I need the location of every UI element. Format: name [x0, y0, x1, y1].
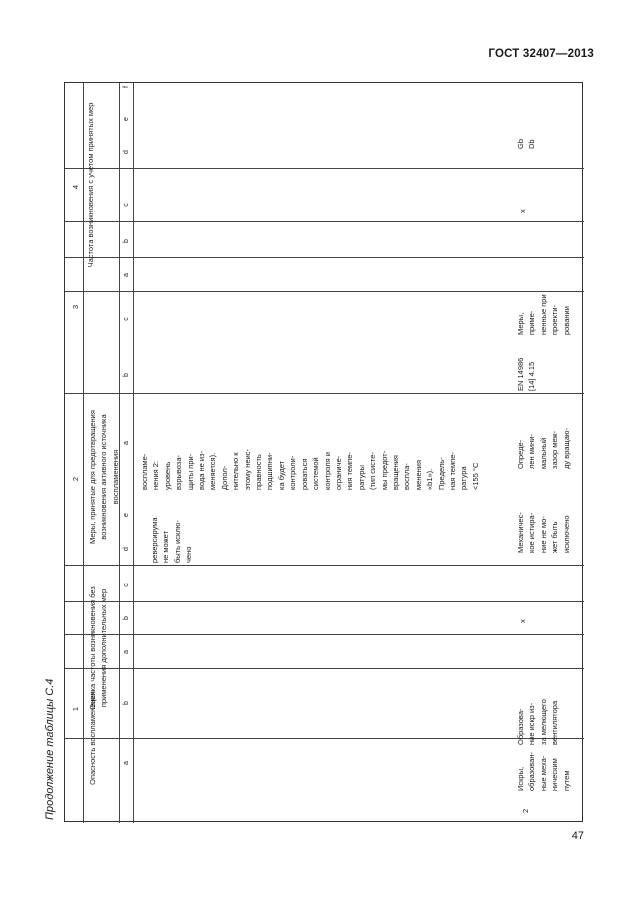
group-number: 1: [71, 706, 80, 712]
row2-number: 2: [521, 808, 530, 813]
row2-hazard-b: Образова- ние искр из- за мелющего вентилятора: [516, 699, 560, 745]
subheader-g1-b: b: [123, 701, 130, 705]
subheader-g2-c: c: [123, 583, 130, 587]
subheader-g2-e: e: [123, 513, 130, 517]
grid-line: [65, 221, 584, 222]
grid-line: [133, 83, 134, 823]
grid-line: [65, 291, 584, 292]
subheader-g3-b: b: [123, 373, 130, 377]
row2-mark-g2b: x: [518, 619, 527, 623]
group-title-preventive-measures: Меры, принятые для предотвращения возникновения активного источника воспламенения: [88, 410, 120, 544]
subheader-g4-d: d: [123, 150, 130, 154]
row1-measures-text: воспламе- нения 2: уровень взрывоза- щиты при- вода не из- меняется). Допол- нительно к этому неис- правность подшипни- ка будет контроли- роваться системой контроля и ограниче- ния темпе- ратуры (тип систе- мы предот- вращения воспла- менения «b1»). Предель- ная темпе- ратура <155 °C: [140, 448, 480, 490]
group-number: 2: [71, 476, 80, 482]
subheader-g4-c: c: [123, 203, 130, 207]
grid-line: [83, 83, 84, 823]
subheader-g4-a: a: [123, 273, 130, 277]
table-continuation-caption: Продолжение таблицы С.4: [44, 678, 56, 820]
grid-line: [65, 257, 584, 258]
row2-measures-a: Опреде- лен мини- мальный зазор меж- ду вращаю-: [516, 427, 571, 469]
row2-measures-c: Меры, приме- ненные при проекти- ровании: [516, 294, 571, 335]
group-title-frequency-without-measures: Оценка частоты возникновения без применения дополнительных мер: [88, 586, 109, 710]
subheader-g2-a: a: [123, 650, 130, 654]
grid-line: [65, 668, 584, 669]
subheader-g3-c: c: [123, 317, 130, 321]
row2-reference: EN 14986 [14] 4.15: [516, 357, 537, 391]
subheader-g1-a: a: [123, 761, 130, 765]
group-title-frequency-with-measures: Частота возникновения с учетом принятых мер: [86, 102, 95, 268]
subheader-g4-f: f: [123, 86, 130, 88]
row1-frequency-note: реверсирума не может быть исклю- чено: [150, 517, 194, 563]
subheader-g4-e: e: [123, 117, 130, 121]
subheader-g4-b: b: [123, 239, 130, 243]
row2-frequency-note: Механичес- кое истира- ние не мо- жет быть исключено: [516, 512, 571, 553]
grid-line: [65, 601, 584, 602]
subheader-g3-a: a: [123, 441, 130, 445]
group-number: 3: [71, 304, 80, 310]
grid-line: [65, 565, 584, 566]
hazard-assessment-table: [64, 82, 583, 822]
subheader-g2-d: d: [123, 547, 130, 551]
document-standard-header: ГОСТ 32407—2013: [488, 48, 594, 60]
row2-mark-g4c: x: [518, 209, 527, 213]
subheader-g2-b: b: [123, 616, 130, 620]
grid-line: [65, 634, 584, 635]
group-number: 4: [71, 184, 80, 190]
grid-line: [65, 738, 584, 739]
grid-line: [65, 168, 584, 169]
group-title-ignition-hazard: Опасность воспламенения: [88, 691, 97, 785]
row2-hazard-a: Искры, образован- ные меха- ническим путем: [516, 752, 571, 791]
row2-equipment-category: Gb Db: [516, 138, 537, 149]
page-number: 47: [571, 830, 584, 842]
